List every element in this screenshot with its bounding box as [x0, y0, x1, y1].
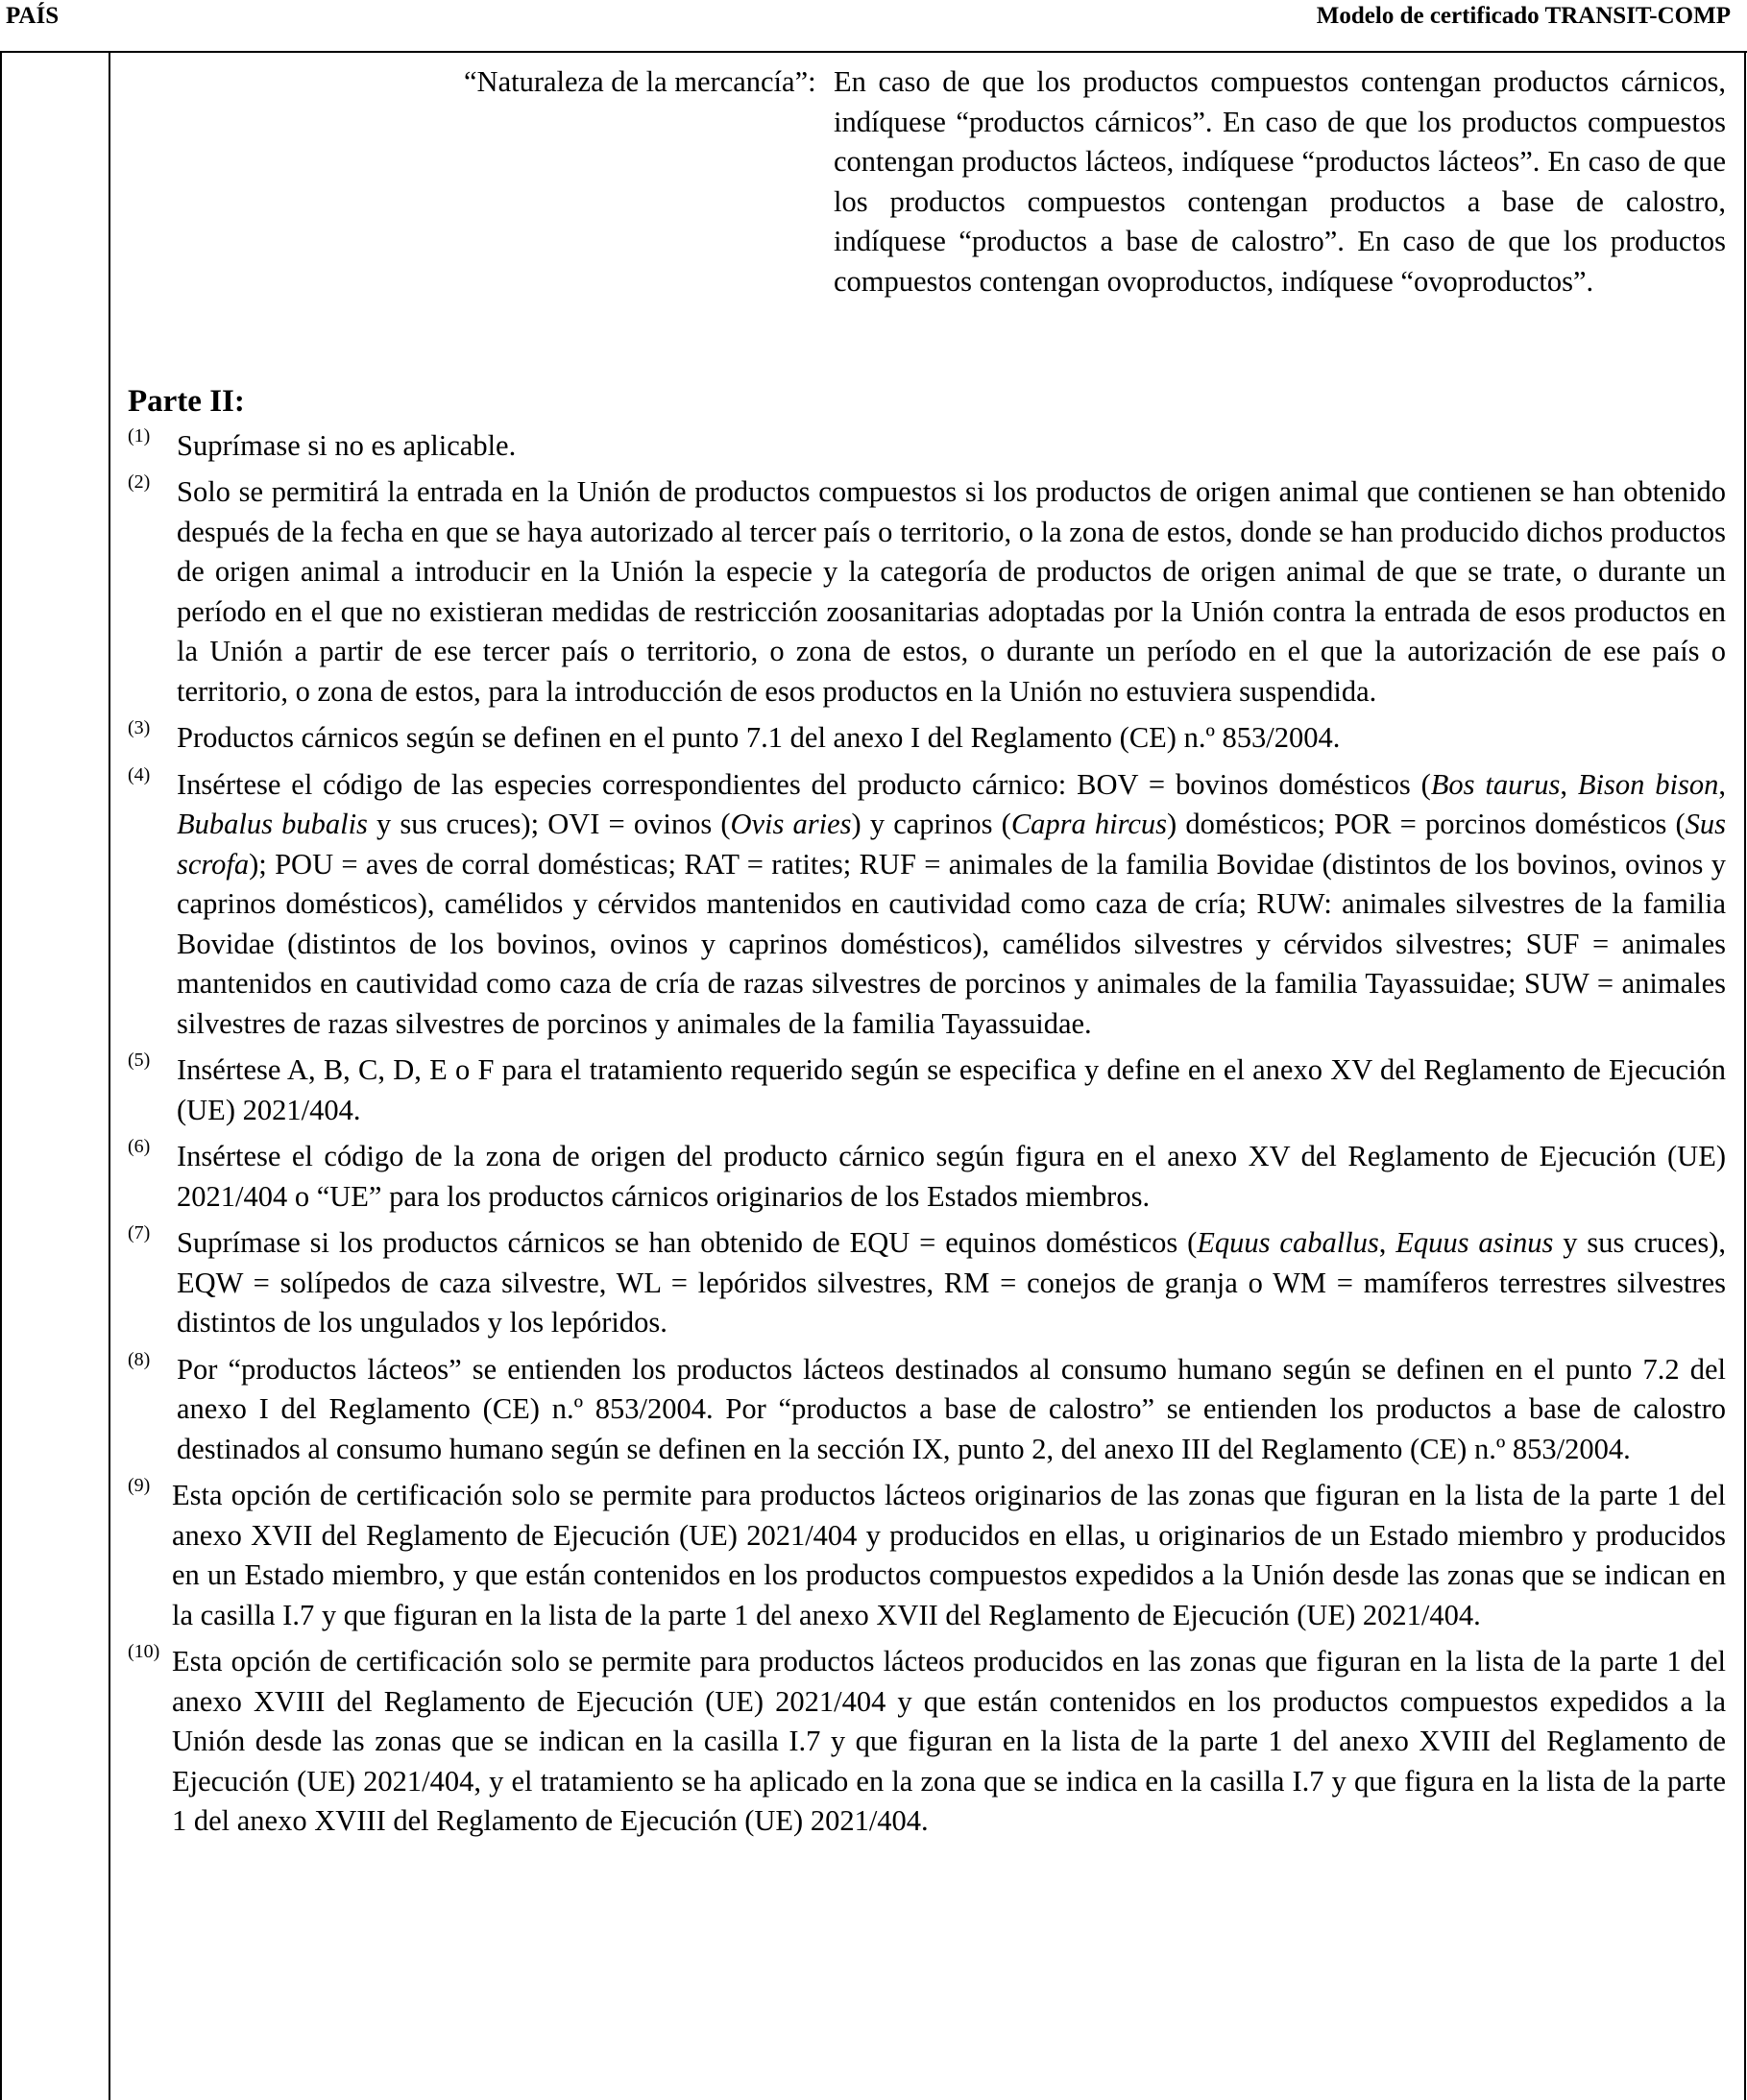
note-text: Suprímase si no es aplicable. — [177, 428, 517, 462]
table-left-border — [0, 51, 2, 2100]
notes-content — [128, 58, 1726, 1848]
table-column-divider — [109, 51, 110, 2100]
naturaleza-block — [128, 58, 1726, 382]
note-number: (9) — [128, 1475, 151, 1496]
note-number: (7) — [128, 1222, 151, 1243]
note-6 — [128, 1137, 1726, 1217]
note-number: (2) — [128, 471, 151, 493]
note-number: (1) — [128, 424, 151, 447]
naturaleza-text: En caso de que los productos compuestos contengan productos cárnicos, indíquese “productos cárnicos”. En caso de que los productos compuestos contengan productos lácteos, indíquese “productos lácteos”. En caso de que los productos compuestos contengan productos a base de calostro, indíquese “productos a base de calostro”. En caso de que los productos compuestos contengan ovoproductos, indíquese “ovoproductos”. — [834, 65, 1726, 298]
note-text: Esta opción de certificación solo se permite para productos lácteos originarios de las zonas que figuran en la lista de la parte 1 del anexo XVII del Reglamento de Ejecución (UE) 2021/404 y producidos en ellas, u originarios de un Estado miembro y producidos en un Estado miembro, y que están contenidos en los productos compuestos expedidos a la Unión desde las zonas que se indican en la casilla I.7 y que figuran en la lista de la parte 1 del anexo XVII del Reglamento de Ejecución (UE) 2021/404. — [172, 1479, 1726, 1631]
note-number: (6) — [128, 1136, 151, 1157]
note-7 — [128, 1223, 1726, 1343]
note-text: Por “productos lácteos” se entienden los productos lácteos destinados al consumo humano según se definen en el punto 7.2 del anexo I del Reglamento (CE) n.º 853/2004. Por “productos a base de calostro” se entienden los productos a base de calostro destinados al consumo humano según se definen en la sección IX, punto 2, del anexo III del Reglamento (CE) n.º 853/2004. — [177, 1352, 1726, 1465]
header-model-title: Modelo de certificado TRANSIT-COMP — [1316, 3, 1731, 29]
note-2 — [128, 472, 1726, 712]
table-top-border — [0, 51, 1747, 53]
note-number: (5) — [128, 1050, 151, 1071]
table-right-border — [1744, 51, 1746, 2100]
note-number: (3) — [128, 717, 151, 738]
note-number: (8) — [128, 1348, 151, 1370]
note-text: Esta opción de certificación solo se permite para productos lácteos producidos en las zonas que figuran en la lista de la parte 1 del anexo XVIII del Reglamento de Ejecución (UE) 2021/404 y que están contenidos en los productos compuestos expedidos a la Unión desde las zonas que se indican en la casilla I.7 y que figuran en la lista de la parte 1 del anexo XVIII del Reglamento de Ejecución (UE) 2021/404, y el tratamiento se ha aplicado en la zona que se indica en la casilla I.7 y que figura en la lista de la parte 1 del anexo XVIII del Reglamento de Ejecución (UE) 2021/404. — [172, 1645, 1726, 1837]
note-text: Insértese A, B, C, D, E o F para el tratamiento requerido según se especifica y define en el anexo XV del Reglamento de Ejecución (UE) 2021/404. — [177, 1053, 1726, 1126]
header-country: PAÍS — [6, 3, 60, 29]
note-text: Insértese el código de la zona de origen del producto cárnico según figura en el anexo XV del Reglamento de Ejecución (UE) 2021/404 o “UE” para los productos cárnicos originarios de los Estados miembros. — [177, 1140, 1726, 1213]
naturaleza-label: “Naturaleza de la mercancía”: — [464, 65, 816, 98]
note-8 — [128, 1350, 1726, 1470]
note-9 — [128, 1476, 1726, 1635]
note-number: (10) — [128, 1641, 160, 1662]
note-5 — [128, 1050, 1726, 1130]
note-3 — [128, 718, 1726, 759]
note-text: Suprímase si los productos cárnicos se han obtenido de EQU = equinos domésticos (Equus caballus, Equus asinus y sus cruces), EQW = solípedos de caza silvestre, WL = lepóridos silvestres, RM = conejos de granja o WM = mamíferos terrestres silvestres distintos de los ungulados y los lepóridos. — [177, 1226, 1726, 1339]
note-number: (4) — [128, 763, 151, 785]
note-text: Productos cárnicos según se definen en el punto 7.1 del anexo I del Reglamento (CE) n.º 853/2004. — [177, 721, 1341, 754]
note-text: Insértese el código de las especies correspondientes del producto cárnico: BOV = bovinos domésticos (Bos taurus, Bison bison, Bubalus bubalis y sus cruces); OVI = ovinos (Ovis aries) y caprinos (Capra hircus) domésticos; POR = porcinos domésticos (Sus scrofa); POU = aves de corral domésticas; RAT = ratites; RUF = animales de la familia Bovidae (distintos de los bovinos, ovinos y caprinos domésticos), camélidos y cérvidos mantenidos en cautividad como caza de cría; RUW: animales silvestres de la familia Bovidae (distintos de los bovinos, ovinos y caprinos domésticos), camélidos silvestres y cérvidos silvestres; SUF = animales mantenidos en cautividad como caza de cría de razas silvestres de porcinos y animales de la familia Tayassuidae; SUW = animales silvestres de razas silvestres de porcinos y animales de la familia Tayassuidae. — [177, 767, 1726, 1040]
note-1 — [128, 426, 1726, 467]
note-4 — [128, 765, 1726, 1045]
note-10 — [128, 1642, 1726, 1842]
part-ii-title: Parte II: — [128, 384, 245, 419]
note-text: Solo se permitirá la entrada en la Unión de productos compuestos si los productos de origen animal que contienen se han obtenido después de la fecha en que se haya autorizado al tercer país o territorio, o la zona de estos, donde se han producido dichos productos de origen animal a introducir en la Unión la especie y la categoría de productos de origen animal de que se trate, o durante un período en el que no existieran medidas de restricción zoosanitarias adoptadas por la Unión contra la entrada de esos productos en la Unión a partir de ese tercer país o territorio, o zona de estos, o durante un período en el que la autorización de ese país o territorio, o zona de estos, para la introducción de esos productos en la Unión no estuviera suspendida. — [177, 475, 1726, 708]
